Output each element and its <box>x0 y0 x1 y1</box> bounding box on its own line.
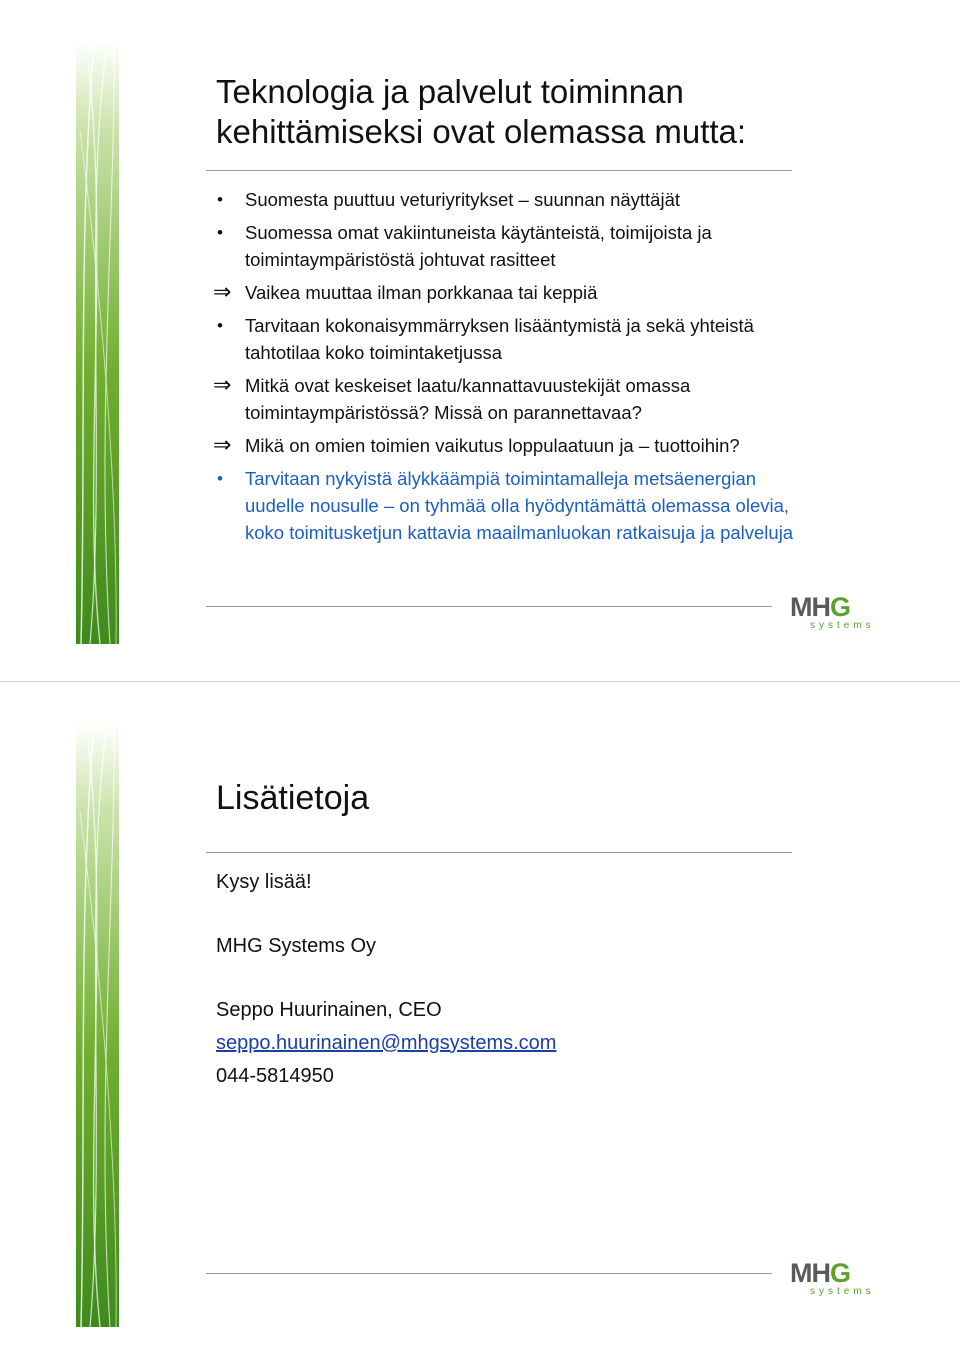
list-item <box>213 432 806 459</box>
page-separator <box>0 681 960 682</box>
slide-2 <box>0 684 960 1367</box>
implies-arrow-icon: ⇒ <box>213 432 232 457</box>
company-name: MHG Systems Oy <box>216 935 377 957</box>
phone-number: 044-5814950 <box>216 1065 334 1087</box>
logo-g: G <box>830 1258 851 1288</box>
bullet-list <box>213 186 806 552</box>
slide-title: Lisätietoja <box>216 779 370 817</box>
contact-person: Seppo Huurinainen, CEO <box>216 999 442 1021</box>
bullet-marker: • <box>217 316 223 335</box>
title-rule <box>206 852 792 853</box>
ask-more-text: Kysy lisää! <box>216 871 312 893</box>
list-item <box>213 279 806 306</box>
list-item-text: Tarvitaan kokonaisymmärryksen lisääntymistä ja sekä yhteistä tahtotilaa koko toimintaketjussa <box>245 315 754 363</box>
list-item-text: Suomessa omat vakiintuneista käytänteistä, toimijoista ja toimintaympäristöstä johtuvat rasitteet <box>245 222 712 270</box>
footer-rule <box>206 1273 772 1274</box>
slide-1 <box>0 0 960 680</box>
title-line-2: kehittämiseksi ovat olemassa mutta: <box>216 113 747 150</box>
logo-mh: MH <box>790 1258 830 1288</box>
implies-arrow-icon: ⇒ <box>213 372 232 397</box>
grass-decoration-image <box>76 41 119 644</box>
bullet-marker: • <box>217 190 223 209</box>
bullet-marker: • <box>217 469 223 488</box>
logo-systems: systems <box>810 620 875 631</box>
logo-g: G <box>830 592 851 622</box>
list-item <box>213 372 806 426</box>
list-item-text: Tarvitaan nykyistä älykkäämpiä toimintamalleja metsäenergian uudelle nousulle – on tyhmää olla hyödyntämättä olemassa olevia, koko toimitusketjun kattavia maailmanluokan ratkaisuja ja palveluja <box>245 468 794 543</box>
list-item-text: Vaikea muuttaa ilman porkkanaa tai keppiä <box>245 282 598 303</box>
title-rule <box>206 170 792 171</box>
grass-decoration-image <box>76 722 119 1327</box>
logo-mh: MH <box>790 592 830 622</box>
list-item <box>216 465 806 546</box>
mhg-logo <box>790 592 875 631</box>
email-link[interactable]: seppo.huurinainen@mhgsystems.com <box>216 1032 557 1054</box>
list-item <box>216 312 806 366</box>
bullet-marker: • <box>217 223 223 242</box>
title-line-1: Teknologia ja palvelut toiminnan <box>216 73 684 110</box>
list-item-text: Mikä on omien toimien vaikutus loppulaatuun ja – tuottoihin? <box>245 435 740 456</box>
mhg-logo <box>790 1258 875 1297</box>
list-item-text: Suomesta puuttuu veturiyritykset – suunnan näyttäjät <box>245 189 681 210</box>
list-item-text: Mitkä ovat keskeiset laatu/kannattavuustekijät omassa toimintaympäristössä? Missä on parannettavaa? <box>245 375 691 423</box>
list-item <box>216 186 806 213</box>
logo-systems: systems <box>810 1286 875 1297</box>
footer-rule <box>206 606 772 607</box>
slide-title <box>216 72 746 152</box>
implies-arrow-icon: ⇒ <box>213 279 232 304</box>
list-item <box>216 219 806 273</box>
